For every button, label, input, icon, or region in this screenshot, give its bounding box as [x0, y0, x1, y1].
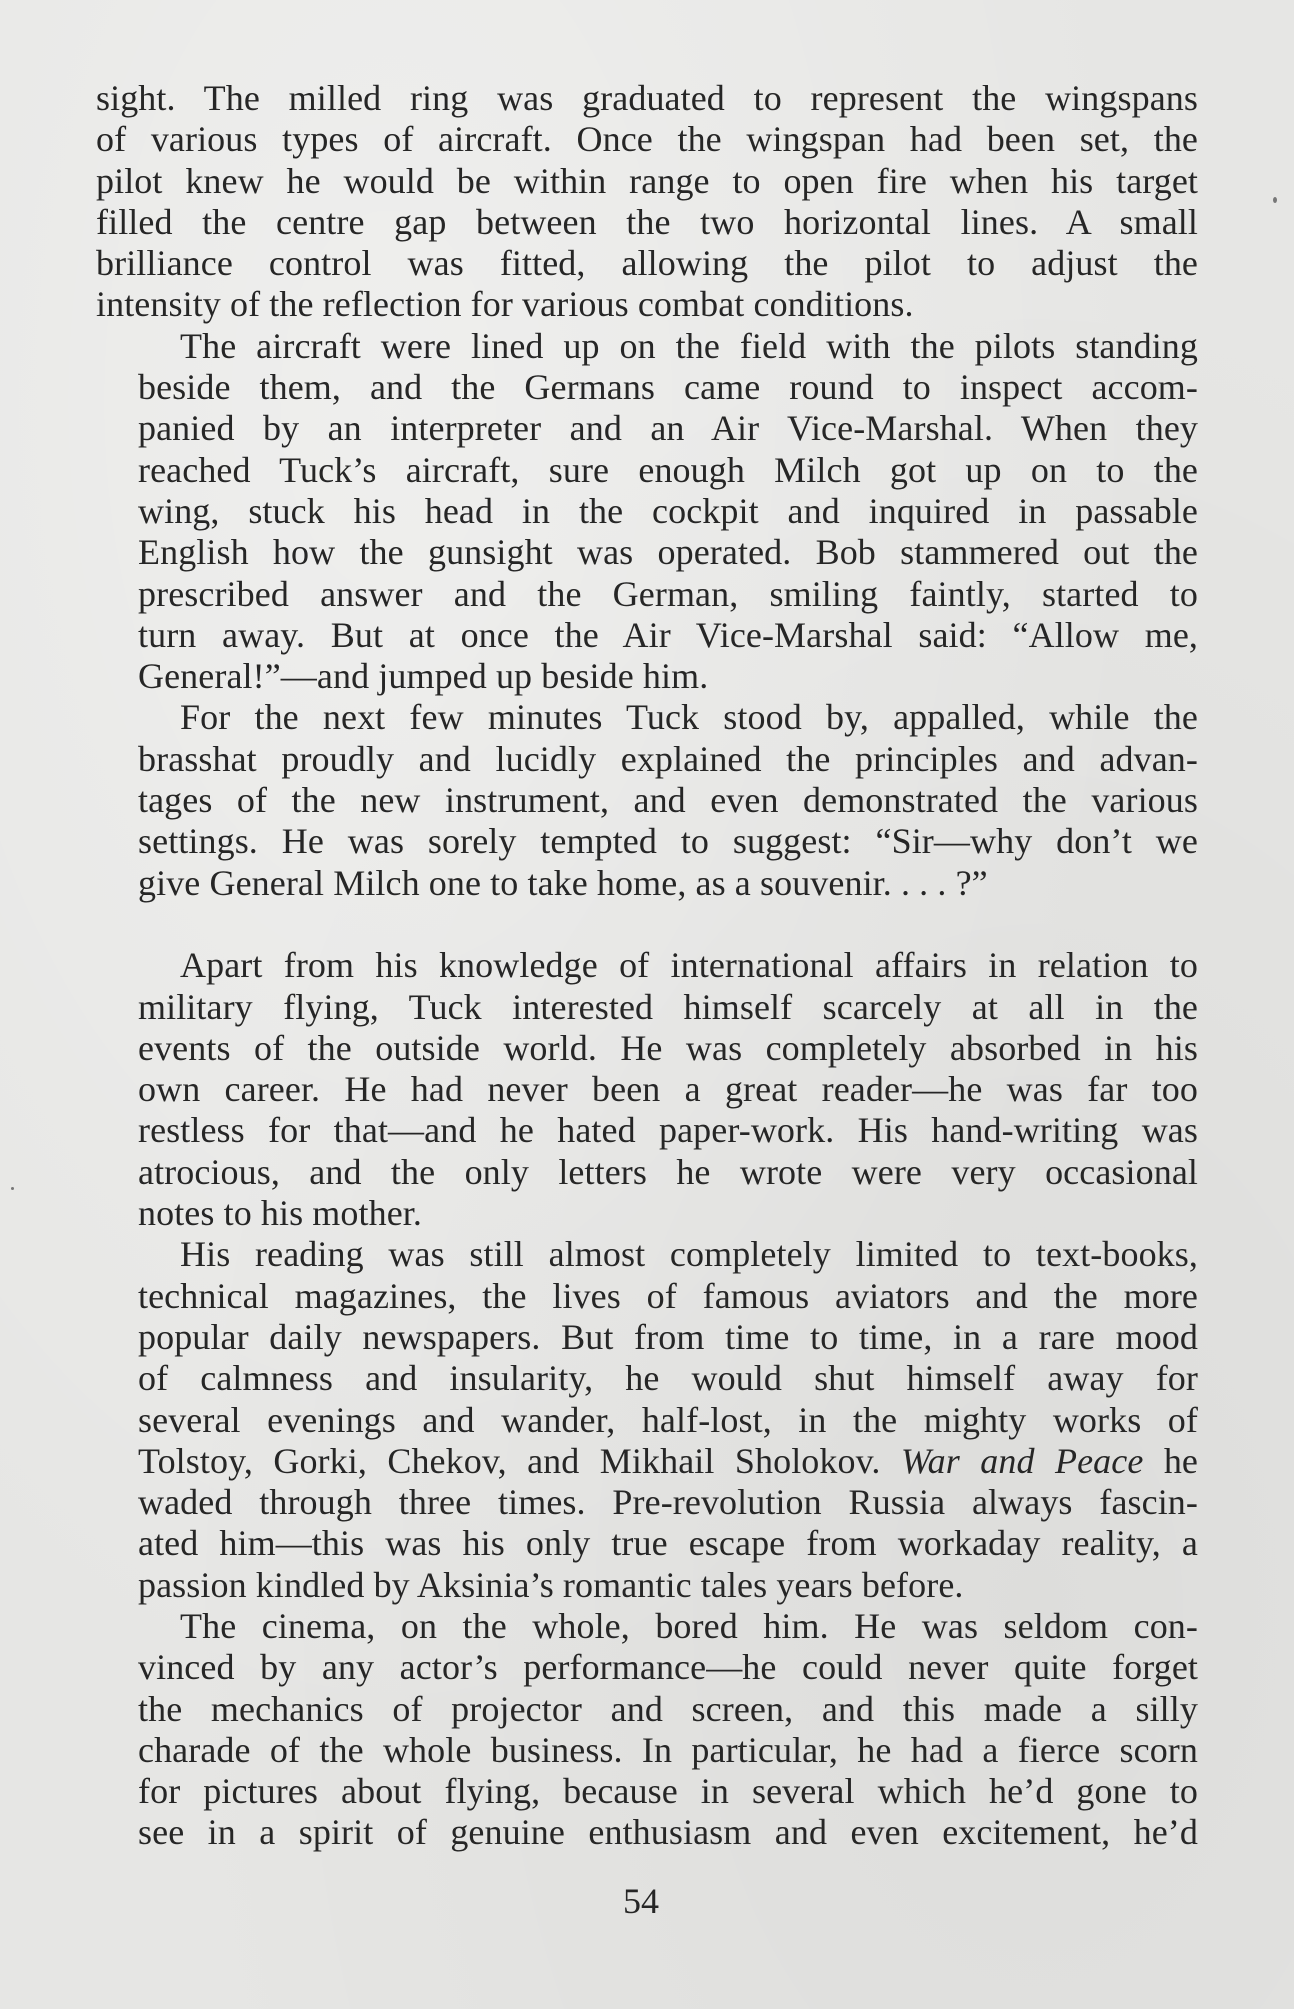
text-line: His reading was still almost completely limited to text-books,: [180, 1234, 1198, 1275]
scan-speck: [1273, 197, 1277, 203]
text-line: filled the centre gap between the two horizontal lines. A small: [96, 201, 1198, 242]
paragraph-outside-world: [96, 945, 1198, 1234]
text-line: several evenings and wander, half-lost, in the mighty works of: [138, 1399, 1198, 1440]
text-line: vinced by any actor’s performance—he could never quite forget: [138, 1647, 1198, 1688]
paragraph-brasshat: [96, 697, 1198, 903]
text-line: give General Milch one to take home, as a souvenir. . . . ?”: [138, 862, 988, 903]
text-line: For the next few minutes Tuck stood by, appalled, while the: [180, 697, 1198, 738]
book-title-war-and-peace: War and Peace: [900, 1440, 1144, 1481]
text-line: intensity of the reflection for various combat conditions.: [96, 284, 914, 325]
text-line: own career. He had never been a great reader—he was far too: [138, 1069, 1198, 1110]
text-line: brilliance control was fitted, allowing the pilot to adjust the: [96, 243, 1198, 284]
page-number: 54: [623, 1881, 659, 1921]
text-line: military flying, Tuck interested himself scarcely at all in the: [138, 986, 1198, 1027]
text-line: reached Tuck’s aircraft, sure enough Milch got up on to the: [138, 449, 1198, 490]
text-line: notes to his mother.: [138, 1193, 422, 1234]
scan-speck: [11, 1187, 14, 1190]
text-line: sight. The milled ring was graduated to represent the wingspans: [96, 78, 1198, 118]
text-line: brasshat proudly and lucidly explained the principles and advan-: [138, 738, 1198, 779]
text-line-segment: he: [1163, 1440, 1198, 1481]
text-line: prescribed answer and the German, smiling faintly, started to: [138, 573, 1198, 614]
text-line: pilot knew he would be within range to open fire when his target: [96, 160, 1198, 201]
text-line: beside them, and the Germans came round to inspect accom-: [138, 367, 1198, 408]
paragraph-reading: [96, 1234, 1198, 1606]
text-line: [96, 1441, 1198, 1482]
text-line: atrocious, and the only letters he wrote were very occasional: [138, 1151, 1198, 1192]
text-line: the mechanics of projector and screen, and this made a silly: [138, 1688, 1198, 1729]
text-line: tages of the new instrument, and even demonstrated the various: [138, 780, 1198, 821]
text-line: wing, stuck his head in the cockpit and inquired in passable: [138, 490, 1198, 531]
text-line: panied by an interpreter and an Air Vice-Marshal. When they: [138, 408, 1198, 449]
text-line: ated him—this was his only true escape from workaday reality, a: [138, 1523, 1198, 1564]
body-text: [96, 78, 1198, 1854]
text-line: technical magazines, the lives of famous aviators and the more: [138, 1275, 1198, 1316]
paragraph-inspection: [96, 326, 1198, 698]
text-line: for pictures about flying, because in several which he’d gone to: [138, 1771, 1198, 1812]
text-line: restless for that—and he hated paper-work. His hand-writing was: [138, 1110, 1198, 1151]
text-line: popular daily newspapers. But from time to time, in a rare mood: [138, 1316, 1198, 1357]
text-line: The cinema, on the whole, bored him. He was seldom con-: [180, 1605, 1198, 1646]
text-line: settings. He was sorely tempted to suggest: “Sir—why don’t we: [138, 821, 1198, 862]
text-line: of various types of aircraft. Once the wingspan had been set, the: [96, 119, 1198, 160]
section-break: [96, 904, 1198, 945]
text-line: passion kindled by Aksinia’s romantic tales years before.: [138, 1564, 964, 1605]
text-line: English how the gunsight was operated. Bob stammered out the: [138, 532, 1198, 573]
text-line: Apart from his knowledge of international affairs in relation to: [180, 945, 1198, 986]
text-line-segment: Tolstoy, Gorki, Chekov, and Mikhail Sholokov.: [138, 1440, 881, 1481]
text-line: events of the outside world. He was completely absorbed in his: [138, 1027, 1198, 1068]
text-line: see in a spirit of genuine enthusiasm and even excitement, he’d: [138, 1812, 1198, 1853]
text-line: of calmness and insularity, he would shut himself away for: [138, 1358, 1198, 1399]
text-line: charade of the whole business. In particular, he had a fierce scorn: [138, 1729, 1198, 1770]
text-line: The aircraft were lined up on the field with the pilots standing: [180, 325, 1198, 366]
paragraph-gunsight-description: [96, 78, 1198, 326]
paragraph-cinema: [96, 1606, 1198, 1854]
text-line: General!”—and jumped up beside him.: [138, 656, 709, 697]
text-line: turn away. But at once the Air Vice-Marshal said: “Allow me,: [138, 614, 1198, 655]
text-line: waded through three times. Pre-revolution Russia always fascin-: [138, 1482, 1198, 1523]
